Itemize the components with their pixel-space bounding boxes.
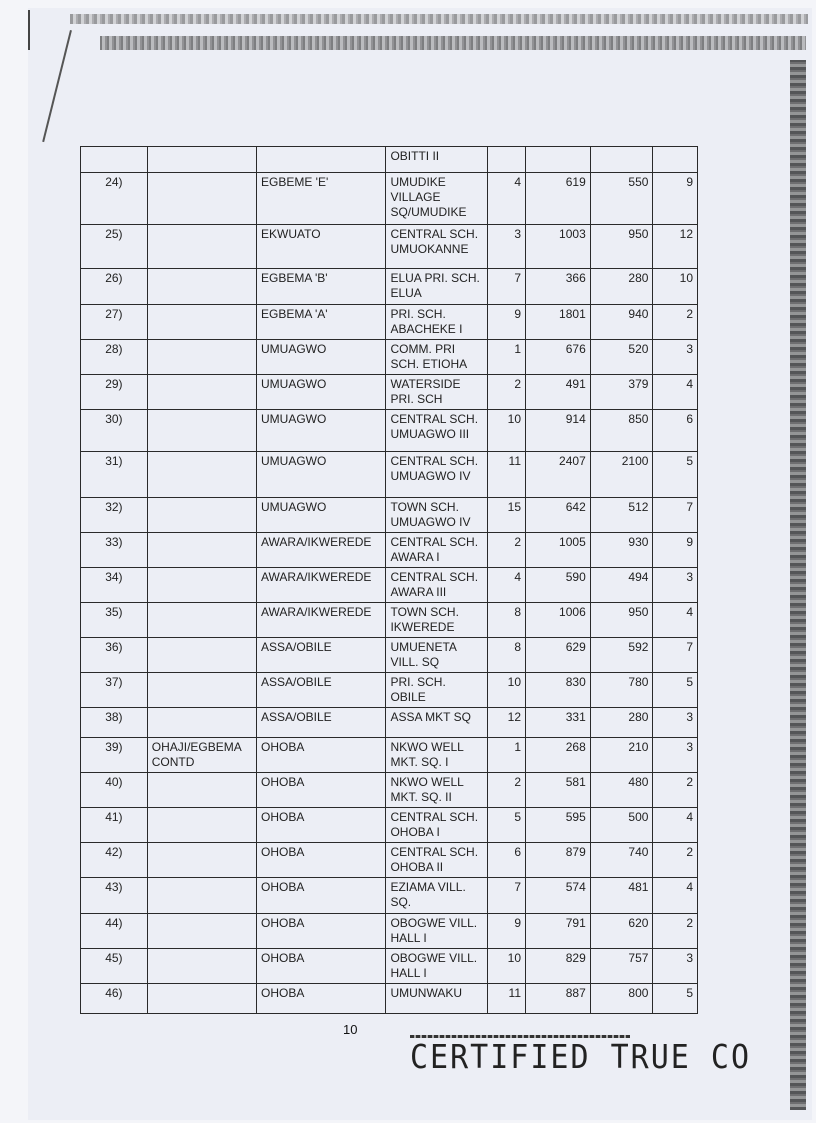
cell-ward: OHOBA xyxy=(256,878,385,914)
cell-lga xyxy=(147,773,256,808)
cell-sn: 45) xyxy=(81,949,148,984)
cell-code: 3 xyxy=(487,225,525,269)
cell-unit: ASSA MKT SQ xyxy=(386,708,487,738)
cell-pvc: 500 xyxy=(590,808,653,843)
cell-ward: UMUAGWO xyxy=(256,410,385,452)
cell-ward: OHOBA xyxy=(256,949,385,984)
cell-pvc: 481 xyxy=(590,878,653,914)
cell-pu: 2 xyxy=(653,914,698,949)
cell-code: 1 xyxy=(487,738,525,773)
table-row xyxy=(81,949,698,984)
table-row xyxy=(81,498,698,533)
cell-unit: PRI. SCH. ABACHEKE I xyxy=(386,305,487,340)
cell-code: 7 xyxy=(487,878,525,914)
cell-reg: 366 xyxy=(526,269,591,305)
table-row xyxy=(81,533,698,568)
cell-sn: 30) xyxy=(81,410,148,452)
cell-reg: 676 xyxy=(526,340,591,375)
table-row xyxy=(81,808,698,843)
cell-lga xyxy=(147,708,256,738)
cell-sn: 25) xyxy=(81,225,148,269)
cell-unit: UMUENETA VILL. SQ xyxy=(386,638,487,673)
cell-reg: 491 xyxy=(526,375,591,410)
cell-lga xyxy=(147,410,256,452)
cell-pu: 3 xyxy=(653,708,698,738)
cell-sn: 31) xyxy=(81,452,148,498)
cell-ward: AWARA/IKWEREDE xyxy=(256,603,385,638)
cell-pu: 2 xyxy=(653,305,698,340)
cell-reg: 829 xyxy=(526,949,591,984)
cell-pu: 5 xyxy=(653,452,698,498)
cell-reg: 1003 xyxy=(526,225,591,269)
cell-lga xyxy=(147,533,256,568)
cell-reg: 791 xyxy=(526,914,591,949)
cell-blank xyxy=(256,147,385,173)
cell-pu: 9 xyxy=(653,173,698,225)
cell-pu: 3 xyxy=(653,738,698,773)
cell-unit: EZIAMA VILL. SQ. xyxy=(386,878,487,914)
cell-reg: 590 xyxy=(526,568,591,603)
cell-pu: 4 xyxy=(653,878,698,914)
cell-code: 2 xyxy=(487,375,525,410)
cell-sn: 24) xyxy=(81,173,148,225)
cell-lga xyxy=(147,673,256,708)
cell-reg: 1005 xyxy=(526,533,591,568)
cell-lga xyxy=(147,340,256,375)
cell-ward: UMUAGWO xyxy=(256,375,385,410)
cell-unit: OBITTI II xyxy=(386,147,487,173)
cell-ward: EKWUATO xyxy=(256,225,385,269)
cell-lga xyxy=(147,603,256,638)
cell-unit: CENTRAL SCH. UMUOKANNE xyxy=(386,225,487,269)
cell-sn: 37) xyxy=(81,673,148,708)
cell-code: 1 xyxy=(487,340,525,375)
cell-sn: 43) xyxy=(81,878,148,914)
cell-pvc: 2100 xyxy=(590,452,653,498)
table-row xyxy=(81,673,698,708)
cell-pvc: 757 xyxy=(590,949,653,984)
cell-pvc: 280 xyxy=(590,708,653,738)
cell-pvc: 592 xyxy=(590,638,653,673)
cell-sn: 28) xyxy=(81,340,148,375)
cell-reg: 574 xyxy=(526,878,591,914)
cell-sn: 46) xyxy=(81,984,148,1014)
cell-reg: 1801 xyxy=(526,305,591,340)
cell-code: 5 xyxy=(487,808,525,843)
table-row xyxy=(81,773,698,808)
cell-ward: OHOBA xyxy=(256,808,385,843)
cell-ward: OHOBA xyxy=(256,843,385,878)
cell-ward: UMUAGWO xyxy=(256,498,385,533)
cell-blank xyxy=(487,147,525,173)
cell-blank xyxy=(653,147,698,173)
cell-code: 2 xyxy=(487,533,525,568)
cell-blank xyxy=(81,147,148,173)
cell-reg: 2407 xyxy=(526,452,591,498)
cell-sn: 41) xyxy=(81,808,148,843)
cell-unit: COMM. PRI SCH. ETIOHA xyxy=(386,340,487,375)
cell-pu: 3 xyxy=(653,949,698,984)
cell-lga xyxy=(147,878,256,914)
cell-lga xyxy=(147,638,256,673)
cell-reg: 581 xyxy=(526,773,591,808)
table-row xyxy=(81,410,698,452)
cell-lga xyxy=(147,173,256,225)
cell-lga xyxy=(147,269,256,305)
cell-sn: 34) xyxy=(81,568,148,603)
cell-unit: TOWN SCH. IKWEREDE xyxy=(386,603,487,638)
cell-code: 15 xyxy=(487,498,525,533)
cell-unit: OBOGWE VILL. HALL I xyxy=(386,949,487,984)
cell-unit: CENTRAL SCH. UMUAGWO III xyxy=(386,410,487,452)
table-row xyxy=(81,843,698,878)
cell-code: 2 xyxy=(487,773,525,808)
cell-code: 10 xyxy=(487,410,525,452)
cell-lga xyxy=(147,808,256,843)
cell-lga xyxy=(147,452,256,498)
cell-lga xyxy=(147,568,256,603)
cell-code: 4 xyxy=(487,568,525,603)
cell-sn: 29) xyxy=(81,375,148,410)
cell-pu: 2 xyxy=(653,843,698,878)
cell-reg: 619 xyxy=(526,173,591,225)
polling-units-table xyxy=(80,146,698,1014)
cell-pvc: 494 xyxy=(590,568,653,603)
cell-unit: CENTRAL SCH. OHOBA I xyxy=(386,808,487,843)
cell-reg: 268 xyxy=(526,738,591,773)
cell-unit: CENTRAL SCH. AWARA III xyxy=(386,568,487,603)
cell-ward: OHOBA xyxy=(256,984,385,1014)
cell-pvc: 800 xyxy=(590,984,653,1014)
cell-pvc: 210 xyxy=(590,738,653,773)
cell-ward: OHOBA xyxy=(256,773,385,808)
cell-pu: 2 xyxy=(653,773,698,808)
cell-pvc: 379 xyxy=(590,375,653,410)
table-row xyxy=(81,452,698,498)
cell-reg: 1006 xyxy=(526,603,591,638)
cell-pu: 4 xyxy=(653,808,698,843)
cell-code: 10 xyxy=(487,949,525,984)
cell-ward: AWARA/IKWEREDE xyxy=(256,533,385,568)
table-row xyxy=(81,878,698,914)
cell-sn: 44) xyxy=(81,914,148,949)
cell-unit: CENTRAL SCH. OHOBA II xyxy=(386,843,487,878)
certified-stamp: CERTIFIED TRUE CO xyxy=(410,1038,752,1077)
cell-code: 8 xyxy=(487,603,525,638)
table-row xyxy=(81,738,698,773)
cell-reg: 914 xyxy=(526,410,591,452)
cell-unit: OBOGWE VILL. HALL I xyxy=(386,914,487,949)
cell-blank xyxy=(590,147,653,173)
table-row xyxy=(81,269,698,305)
cell-ward: EGBEMA 'A' xyxy=(256,305,385,340)
cell-unit: UMUNWAKU xyxy=(386,984,487,1014)
table-row xyxy=(81,225,698,269)
cell-pvc: 550 xyxy=(590,173,653,225)
cell-ward: OHOBA xyxy=(256,738,385,773)
cell-unit: CENTRAL SCH. UMUAGWO IV xyxy=(386,452,487,498)
cell-reg: 642 xyxy=(526,498,591,533)
cell-sn: 35) xyxy=(81,603,148,638)
table-row xyxy=(81,305,698,340)
cell-pvc: 950 xyxy=(590,225,653,269)
cell-code: 9 xyxy=(487,305,525,340)
table-row xyxy=(81,173,698,225)
cell-sn: 27) xyxy=(81,305,148,340)
cell-pvc: 620 xyxy=(590,914,653,949)
cell-reg: 629 xyxy=(526,638,591,673)
cell-lga xyxy=(147,498,256,533)
cell-pu: 10 xyxy=(653,269,698,305)
cell-unit: WATERSIDE PRI. SCH xyxy=(386,375,487,410)
cell-unit: NKWO WELL MKT. SQ. I xyxy=(386,738,487,773)
cell-code: 7 xyxy=(487,269,525,305)
cell-lga xyxy=(147,843,256,878)
cell-pu: 12 xyxy=(653,225,698,269)
cell-reg: 830 xyxy=(526,673,591,708)
cell-pvc: 940 xyxy=(590,305,653,340)
table-row xyxy=(81,984,698,1014)
cell-lga xyxy=(147,225,256,269)
cell-sn: 33) xyxy=(81,533,148,568)
cell-pu: 7 xyxy=(653,498,698,533)
cell-sn: 32) xyxy=(81,498,148,533)
cell-blank xyxy=(147,147,256,173)
cell-pvc: 520 xyxy=(590,340,653,375)
cell-lga xyxy=(147,949,256,984)
cell-code: 4 xyxy=(487,173,525,225)
cell-ward: AWARA/IKWEREDE xyxy=(256,568,385,603)
table-row xyxy=(81,568,698,603)
cell-lga xyxy=(147,984,256,1014)
cell-pu: 6 xyxy=(653,410,698,452)
cell-pvc: 930 xyxy=(590,533,653,568)
cell-pu: 3 xyxy=(653,568,698,603)
cell-sn: 39) xyxy=(81,738,148,773)
cell-code: 12 xyxy=(487,708,525,738)
cell-lga xyxy=(147,914,256,949)
cell-pu: 3 xyxy=(653,340,698,375)
cell-pvc: 480 xyxy=(590,773,653,808)
cell-sn: 26) xyxy=(81,269,148,305)
cell-pvc: 280 xyxy=(590,269,653,305)
cell-unit: UMUDIKE VILLAGE SQ/UMUDIKE xyxy=(386,173,487,225)
cell-pvc: 780 xyxy=(590,673,653,708)
cell-unit: NKWO WELL MKT. SQ. II xyxy=(386,773,487,808)
table-row xyxy=(81,638,698,673)
cell-code: 10 xyxy=(487,673,525,708)
cell-reg: 879 xyxy=(526,843,591,878)
cell-sn: 40) xyxy=(81,773,148,808)
cell-reg: 595 xyxy=(526,808,591,843)
cell-blank xyxy=(526,147,591,173)
page-number: 10 xyxy=(343,1022,358,1037)
cell-ward: ASSA/OBILE xyxy=(256,673,385,708)
cell-sn: 42) xyxy=(81,843,148,878)
cell-code: 11 xyxy=(487,984,525,1014)
cell-unit: ELUA PRI. SCH. ELUA xyxy=(386,269,487,305)
scan-artifact-top xyxy=(70,14,808,24)
cell-code: 9 xyxy=(487,914,525,949)
table-row xyxy=(81,914,698,949)
scan-artifact-right-edge xyxy=(790,60,806,1110)
cell-ward: ASSA/OBILE xyxy=(256,708,385,738)
cell-pu: 5 xyxy=(653,984,698,1014)
cell-lga xyxy=(147,305,256,340)
cell-unit: CENTRAL SCH. AWARA I xyxy=(386,533,487,568)
cell-pvc: 740 xyxy=(590,843,653,878)
table-row xyxy=(81,603,698,638)
cell-pu: 9 xyxy=(653,533,698,568)
cell-unit: TOWN SCH. UMUAGWO IV xyxy=(386,498,487,533)
cell-ward: OHOBA xyxy=(256,914,385,949)
cell-ward: UMUAGWO xyxy=(256,340,385,375)
cell-sn: 38) xyxy=(81,708,148,738)
cell-pu: 5 xyxy=(653,673,698,708)
cell-code: 6 xyxy=(487,843,525,878)
cell-code: 11 xyxy=(487,452,525,498)
cell-ward: EGBEMA 'B' xyxy=(256,269,385,305)
cell-sn: 36) xyxy=(81,638,148,673)
table-header-row xyxy=(81,147,698,173)
table-row xyxy=(81,708,698,738)
cell-pvc: 950 xyxy=(590,603,653,638)
cell-code: 8 xyxy=(487,638,525,673)
cell-pu: 4 xyxy=(653,375,698,410)
cell-pvc: 512 xyxy=(590,498,653,533)
table-row xyxy=(81,340,698,375)
cell-pu: 7 xyxy=(653,638,698,673)
cell-ward: ASSA/OBILE xyxy=(256,638,385,673)
cell-reg: 887 xyxy=(526,984,591,1014)
cell-ward: UMUAGWO xyxy=(256,452,385,498)
cell-unit: PRI. SCH. OBILE xyxy=(386,673,487,708)
cell-pu: 4 xyxy=(653,603,698,638)
table-row xyxy=(81,375,698,410)
scan-artifact-band xyxy=(100,36,806,50)
cell-lga: OHAJI/EGBEMA CONTD xyxy=(147,738,256,773)
scan-artifact-left-edge xyxy=(28,10,30,50)
cell-pvc: 850 xyxy=(590,410,653,452)
cell-lga xyxy=(147,375,256,410)
cell-reg: 331 xyxy=(526,708,591,738)
cell-ward: EGBEME 'E' xyxy=(256,173,385,225)
